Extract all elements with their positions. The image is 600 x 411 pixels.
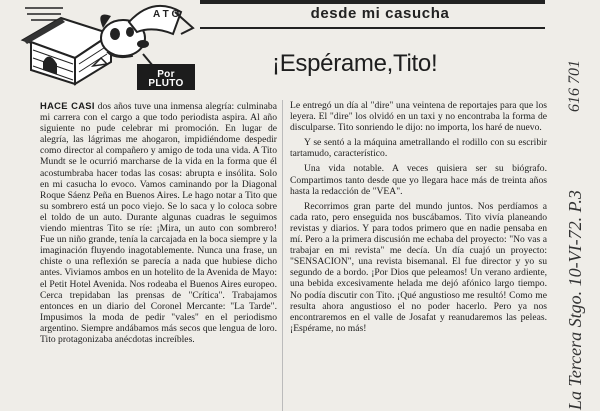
paragraph-text: dos años tuve una inmensa alegría: culminaba mi carrera con el cargo a que todo periodista aspira. Al año siguiente no pude celebrar mi promoción. En lugar de alegría, las lágrimas me ahogaron, impidiéndome despedir como director al compañero y amigo de toda una vida. A Tito Mundt se le ocurrió marcharse de la vida en la forma que él acostumbraba hacer todas las cosas: abrupta e insólita. Solo en mi casucha lo evoco. Vamos caminando por la Diagonal Roque Sáenz Peña en Buenos Aires. Le hago notar a Tito que su sombrero está un poco viejo. Se lo saca y lo coloca sobre el toldo de un auto. Durante algunas cuadras le seguimos viendo mientras Tito se ríe: ¡Mira, un auto con sombrero! Fue un niño grande, tenía la carcajada en la boca siempre y la imaginación fluyendo inagotablemente. Nunca una frase, un chiste o una reflexión se parecía a nada que hubiese dicho antes. Viviamos ambos en un hotelito de la Avenida de Mayo: el Petit Hotel Avenida. Nos rodeaba el Buenos Aires europeo. Cerca trepidaban las prensas de "Crítica". Trabajamos entonces en un diario del Coronel Mercante: "La Tarde". Impusimos la moda de pedir "vales" en el periodismo argentino. Siempre andábamos más secos que lengua de loro. Tito protagonizaba anécdotas increíbles.: [40, 101, 277, 345]
doghouse-icon: [23, 18, 111, 84]
column-title: desde mi casucha: [310, 5, 450, 22]
header-rule-top: [200, 0, 545, 4]
paragraph: Recorrimos gran parte del mundo juntos. Nos perdíamos a cada rato, pero enseguida nos buscábamos. Tito vivía planeando revistas y diarios. Y para todos primero que en nadie pensaba en mí. Pero a la primera discusión me echaba del proyecto: "No vas a trabajar en mi revista" me decía. Un día cuajó un proyecto: "SENSACION", una revista bisemanal. El fue director y yo su segundo de a bordo. ¡Por Dios que peleamos! Un verano ardiente, una bebida excesivamente helada me dejó afónico largo tiempo. No podía discutir con Tito. ¡Qué angustioso me resultó! Como me resulta ahora angustioso el no poder hacerlo. Pero ya nos encontraremos en el valle de Josafat y reanudaremos las peleas. ¡Espérame, no más!: [290, 200, 547, 334]
paragraph: Y se sentó a la máquina ametrallando el rodillo con su escribir tartamudo, característico.: [290, 137, 547, 160]
article-column-right: [290, 100, 547, 411]
article-title: ¡Espérame,Tito!: [272, 50, 438, 77]
header-rule-bottom: [200, 27, 545, 29]
hat-letters: A T O: [153, 9, 180, 20]
margin-note-bottom: La Tercera Stgo. 10-VI-72. P.3: [565, 190, 585, 410]
author-label: [140, 70, 192, 88]
column-logo: [3, 0, 198, 92]
article-lead: HACE CASI: [40, 100, 95, 111]
column-divider: [282, 100, 283, 411]
article-column-left: [40, 100, 277, 411]
hat-icon: [129, 6, 193, 34]
sun-rays-icon: [25, 8, 63, 20]
author-name: PLUTO: [148, 78, 184, 89]
paragraph: [40, 100, 277, 345]
margin-note-top: 616 701: [566, 60, 583, 112]
paragraph: Una vida notable. A veces quisiera ser su biógrafo. Compartimos tanto desde que yo llegara hace más de treinta años hasta la redacción de "VEA".: [290, 163, 547, 197]
paragraph: Le entregó un día al "dire" una veintena de reportajes para que los leyera. El "dire" los olvidó en un taxi y no encontraba la forma de disculparse. Tito sonriendo le dijo: no importa, los haré de nuevo.: [290, 100, 547, 134]
author-prefix: Por: [157, 69, 175, 80]
